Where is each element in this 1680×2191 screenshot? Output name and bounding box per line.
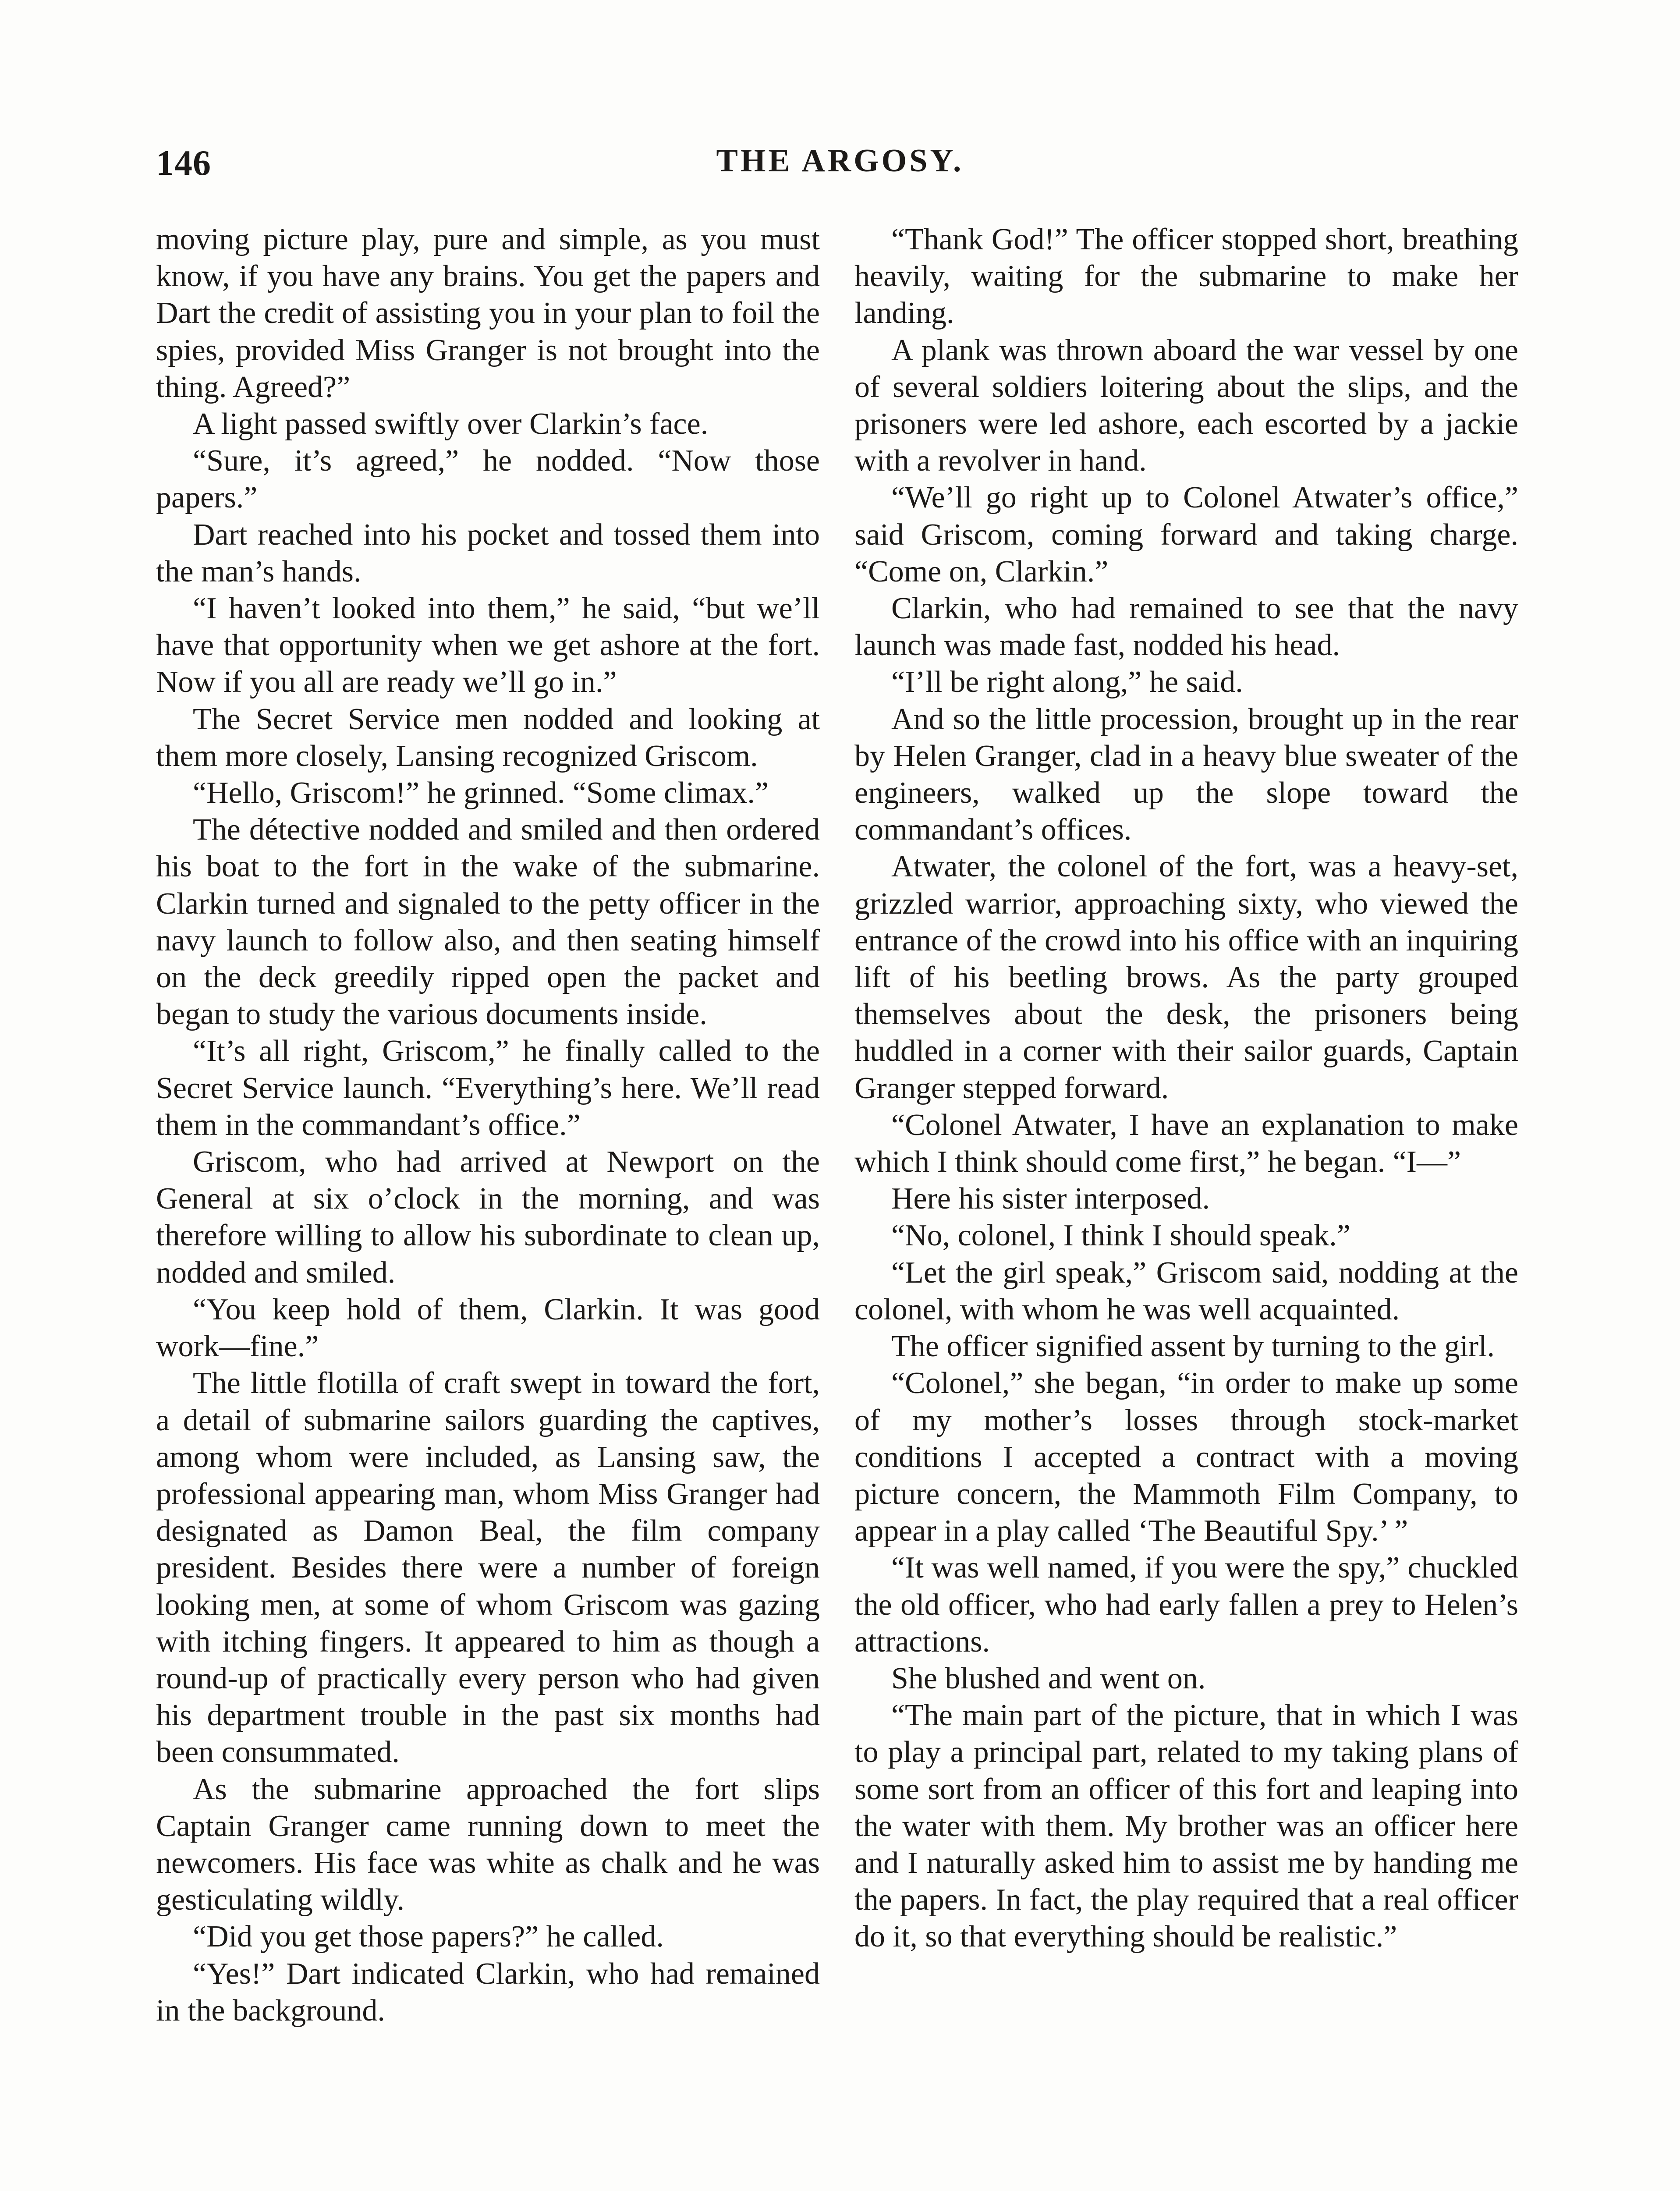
paragraph: She blushed and went on. [891,1661,1206,1695]
paragraph: Dart reached into his pocket and tossed them into the man’s hands. [156,518,820,589]
paragraph: Atwater, the colonel of the fort, was a heavy-set, grizzled warrior, approaching sixty, who viewed the entrance of the crowd into his office with an inquiring lift of his beetling brows. As the party grouped themselves about the desk, the prisoners being huddled in a corner with their sailor guards, Captain Granger stepped forward. [854,850,1518,1105]
paragraph: As the submarine approached the fort slips Captain Granger came running down to meet the newcomers. His face was white as chalk and he was gesticulating wildly. [156,1772,820,1917]
paragraph: The little flotilla of craft swept in toward the fort, a detail of submarine sailors guarding the captives, among whom were included, as Lansing saw, the professional appearing man, whom Miss Granger had designated as Damon Beal, the film company president. Besides there were a number of foreign looking men, at some of whom Griscom was gazing with itching fingers. It appeared to him as though a round-up of practically every person who had given his department trouble in the past six months had been consummated. [156,1366,820,1769]
paragraph: “Did you get those papers?” he called. [193,1920,664,1954]
paragraph: “It’s all right, Griscom,” he finally called to the Secret Service launch. “Everything’s here. We’ll read them in the commandant’s office.” [156,1034,820,1142]
paragraph: “Colonel,” she began, “in order to make up some of my mother’s losses through stock-market conditions I accepted a contract with a moving picture concern, the Mammoth Film Company, to appear in a play called ‘The Beautiful Spy.’ ” [854,1366,1518,1548]
left-column [156,221,820,2029]
paragraph: “I haven’t looked into them,” he said, “but we’ll have that opportunity when we get ashore at the fort. Now if you all are ready we’ll go in.” [156,592,820,699]
paragraph: moving picture play, pure and simple, as you must know, if you have any brains. You get the papers and Dart the credit of assisting you in your plan to foil the spies, provided Miss Granger is not brought into the thing. Agreed?” [156,223,820,404]
paragraph: “Sure, it’s agreed,” he nodded. “Now those papers.” [156,444,820,515]
paragraph: A plank was thrown aboard the war vessel by one of several soldiers loitering about the slips, and the prisoners were led ashore, each escorted by a jackie with a revolver in hand. [854,333,1518,478]
paragraph: “Thank God!” The officer stopped short, breathing heavily, waiting for the submarine to make her landing. [854,223,1518,330]
paragraph: “Let the girl speak,” Griscom said, nodding at the colonel, with whom he was well acquainted. [854,1255,1518,1326]
paragraph: “We’ll go right up to Colonel Atwater’s office,” said Griscom, coming forward and taking charge. “Come on, Clarkin.” [854,481,1518,589]
paragraph: “Colonel Atwater, I have an explanation to make which I think should come first,” he began. “I—” [854,1108,1518,1179]
paragraph: A light passed swiftly over Clarkin’s face. [193,407,709,441]
paragraph: “It was well named, if you were the spy,” chuckled the old officer, who had early fallen a prey to Helen’s attractions. [854,1551,1518,1659]
paragraph: And so the little procession, brought up in the rear by Helen Granger, clad in a heavy blue sweater of the engineers, walked up the slope toward the commandant’s offices. [854,702,1518,847]
paragraph: The détective nodded and smiled and then ordered his boat to the fort in the wake of the submarine. Clarkin turned and signaled to the petty officer in the navy launch to follow also, and then seating himself on the deck greedily ripped open the packet and began to study the various documents inside. [156,813,820,1032]
paragraph: Griscom, who had arrived at Newport on the General at six o’clock in the morning, and was therefore willing to allow his subordinate to clean up, nodded and smiled. [156,1145,820,1290]
paragraph: Clarkin, who had remained to see that the navy launch was made fast, nodded his head. [854,592,1518,663]
running-title: THE ARGOSY. [716,143,964,179]
paragraph: “Yes!” Dart indicated Clarkin, who had remained in the background. [156,1957,820,2028]
paragraph: The Secret Service men nodded and looking at them more closely, Lansing recognized Griscom. [156,702,820,773]
paragraph: “No, colonel, I think I should speak.” [891,1219,1350,1253]
page-number: 146 [156,143,211,183]
paragraph: The officer signified assent by turning to the girl. [891,1329,1495,1364]
paragraph: “You keep hold of them, Clarkin. It was good work—fine.” [156,1292,820,1364]
paragraph: “I’ll be right along,” he said. [891,665,1243,699]
paragraph: “Hello, Griscom!” he grinned. “Some climax.” [193,776,769,810]
paragraph: Here his sister interposed. [891,1182,1210,1216]
right-column [854,221,1518,1956]
paragraph: “The main part of the picture, that in which I was to play a principal part, related to my taking plans of some sort from an officer of this fort and leaping into the water with them. My brother was an officer here and I naturally asked him to assist me by handing me the papers. In fact, the play required that a real officer do it, so that everything should be realistic.” [854,1698,1518,1954]
